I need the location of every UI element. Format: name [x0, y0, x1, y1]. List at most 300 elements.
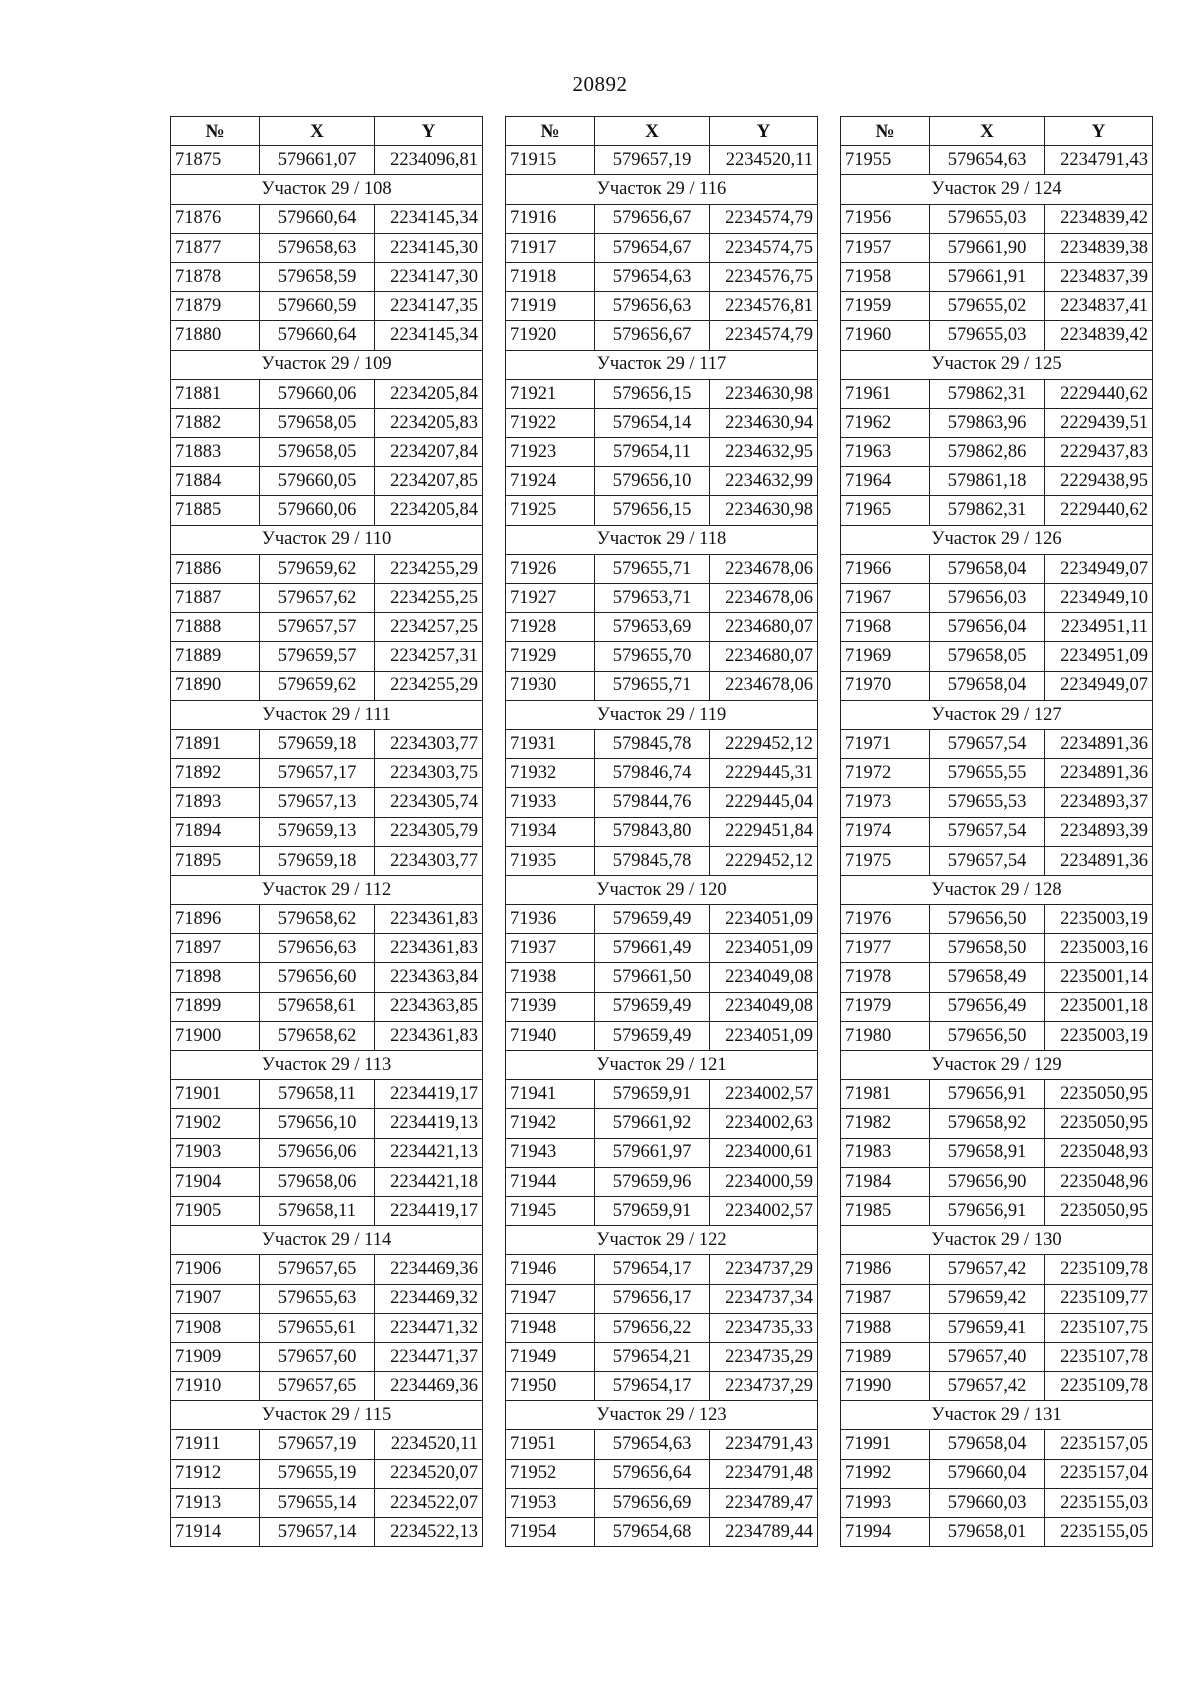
table-row — [171, 204, 483, 233]
table-row — [841, 1313, 1153, 1342]
y-coordinate: 2234951,11 — [1045, 613, 1153, 642]
x-coordinate: 579655,03 — [930, 204, 1045, 233]
point-number: 71919 — [506, 292, 595, 321]
table-row — [506, 905, 818, 934]
table-row — [841, 1138, 1153, 1167]
y-coordinate: 2234837,39 — [1045, 262, 1153, 291]
x-coordinate: 579862,31 — [930, 496, 1045, 525]
y-coordinate: 2234419,17 — [375, 1080, 483, 1109]
table-row — [841, 379, 1153, 408]
parcel-section-row — [506, 175, 818, 204]
x-coordinate: 579658,11 — [260, 1080, 375, 1109]
point-number: 71920 — [506, 321, 595, 350]
point-number: 71906 — [171, 1255, 260, 1284]
y-coordinate: 2234678,06 — [710, 671, 818, 700]
y-coordinate: 2234735,33 — [710, 1313, 818, 1342]
point-number: 71964 — [841, 467, 930, 496]
y-coordinate: 2234576,75 — [710, 262, 818, 291]
table-row — [506, 408, 818, 437]
y-coordinate: 2234257,25 — [375, 613, 483, 642]
y-coordinate: 2234469,36 — [375, 1255, 483, 1284]
x-coordinate: 579654,14 — [595, 408, 710, 437]
y-coordinate: 2234949,10 — [1045, 584, 1153, 613]
y-coordinate: 2234207,85 — [375, 467, 483, 496]
parcel-label: Участок 29 / 131 — [841, 1401, 1153, 1430]
x-coordinate: 579660,64 — [260, 204, 375, 233]
x-coordinate: 579659,18 — [260, 846, 375, 875]
table-row — [506, 554, 818, 583]
x-coordinate: 579659,91 — [595, 1196, 710, 1225]
x-coordinate: 579656,06 — [260, 1138, 375, 1167]
table-row — [506, 671, 818, 700]
table-row — [171, 934, 483, 963]
x-coordinate: 579657,19 — [595, 146, 710, 175]
table-row — [506, 262, 818, 291]
y-coordinate: 2234002,57 — [710, 1196, 818, 1225]
table-row — [506, 613, 818, 642]
table-row — [841, 788, 1153, 817]
y-coordinate: 2235001,18 — [1045, 992, 1153, 1021]
header-x: X — [595, 117, 710, 146]
point-number: 71979 — [841, 992, 930, 1021]
table-row — [171, 467, 483, 496]
table-row — [841, 146, 1153, 175]
y-coordinate: 2234520,11 — [375, 1430, 483, 1459]
table-row — [506, 1488, 818, 1517]
point-number: 71988 — [841, 1313, 930, 1342]
x-coordinate: 579655,55 — [930, 759, 1045, 788]
table-row — [506, 292, 818, 321]
y-coordinate: 2234145,34 — [375, 204, 483, 233]
table-row — [841, 613, 1153, 642]
parcel-section-row — [506, 875, 818, 904]
table-row — [506, 788, 818, 817]
x-coordinate: 579658,05 — [260, 408, 375, 437]
point-number: 71883 — [171, 438, 260, 467]
point-number: 71971 — [841, 729, 930, 758]
point-number: 71904 — [171, 1167, 260, 1196]
table-row — [171, 642, 483, 671]
point-number: 71962 — [841, 408, 930, 437]
x-coordinate: 579660,05 — [260, 467, 375, 496]
table-row — [171, 496, 483, 525]
y-coordinate: 2229440,62 — [1045, 496, 1153, 525]
x-coordinate: 579659,62 — [260, 671, 375, 700]
point-number: 71954 — [506, 1518, 595, 1547]
x-coordinate: 579657,65 — [260, 1372, 375, 1401]
point-number: 71913 — [171, 1488, 260, 1517]
point-number: 71950 — [506, 1372, 595, 1401]
point-number: 71993 — [841, 1488, 930, 1517]
point-number: 71879 — [171, 292, 260, 321]
table-row — [841, 292, 1153, 321]
point-number: 71912 — [171, 1459, 260, 1488]
table-row — [506, 846, 818, 875]
x-coordinate: 579863,96 — [930, 408, 1045, 437]
table-row — [506, 1459, 818, 1488]
x-coordinate: 579862,86 — [930, 438, 1045, 467]
y-coordinate: 2234891,36 — [1045, 759, 1153, 788]
point-number: 71948 — [506, 1313, 595, 1342]
header-y: Y — [375, 117, 483, 146]
x-coordinate: 579655,71 — [595, 554, 710, 583]
point-number: 71959 — [841, 292, 930, 321]
table-row — [506, 1109, 818, 1138]
point-number: 71877 — [171, 233, 260, 262]
x-coordinate: 579655,70 — [595, 642, 710, 671]
table-row — [506, 934, 818, 963]
y-coordinate: 2234361,83 — [375, 1021, 483, 1050]
table-row — [841, 992, 1153, 1021]
table-row — [171, 1021, 483, 1050]
parcel-label: Участок 29 / 108 — [171, 175, 483, 204]
point-number: 71897 — [171, 934, 260, 963]
x-coordinate: 579661,49 — [595, 934, 710, 963]
table-row — [841, 496, 1153, 525]
y-coordinate: 2234574,79 — [710, 321, 818, 350]
x-coordinate: 579660,06 — [260, 379, 375, 408]
table-row — [171, 1313, 483, 1342]
table-row — [171, 438, 483, 467]
point-number: 71921 — [506, 379, 595, 408]
y-coordinate: 2234574,79 — [710, 204, 818, 233]
y-coordinate: 2234949,07 — [1045, 554, 1153, 583]
table-row — [841, 1372, 1153, 1401]
table-row — [841, 1021, 1153, 1050]
table-row — [506, 1284, 818, 1313]
y-coordinate: 2234789,44 — [710, 1518, 818, 1547]
point-number: 71968 — [841, 613, 930, 642]
x-coordinate: 579844,76 — [595, 788, 710, 817]
table-row — [841, 1342, 1153, 1371]
x-coordinate: 579654,63 — [595, 1430, 710, 1459]
point-number: 71994 — [841, 1518, 930, 1547]
y-coordinate: 2234051,09 — [710, 1021, 818, 1050]
point-number: 71935 — [506, 846, 595, 875]
y-coordinate: 2235157,04 — [1045, 1459, 1153, 1488]
x-coordinate: 579656,63 — [260, 934, 375, 963]
parcel-label: Участок 29 / 117 — [506, 350, 818, 379]
x-coordinate: 579658,62 — [260, 905, 375, 934]
x-coordinate: 579656,10 — [260, 1109, 375, 1138]
point-number: 71975 — [841, 846, 930, 875]
x-coordinate: 579653,71 — [595, 584, 710, 613]
parcel-section-row — [171, 350, 483, 379]
x-coordinate: 579653,69 — [595, 613, 710, 642]
y-coordinate: 2234893,39 — [1045, 817, 1153, 846]
table-row — [841, 905, 1153, 934]
table-row — [506, 1080, 818, 1109]
table-row — [506, 467, 818, 496]
y-coordinate: 2234303,77 — [375, 729, 483, 758]
parcel-label: Участок 29 / 130 — [841, 1226, 1153, 1255]
x-coordinate: 579661,50 — [595, 963, 710, 992]
point-number: 71963 — [841, 438, 930, 467]
table-row — [841, 1167, 1153, 1196]
x-coordinate: 579657,60 — [260, 1342, 375, 1371]
x-coordinate: 579656,04 — [930, 613, 1045, 642]
table-row — [506, 729, 818, 758]
point-number: 71910 — [171, 1372, 260, 1401]
parcel-section-row — [506, 700, 818, 729]
point-number: 71927 — [506, 584, 595, 613]
x-coordinate: 579657,19 — [260, 1430, 375, 1459]
x-coordinate: 579657,54 — [930, 817, 1045, 846]
table-row — [506, 1372, 818, 1401]
parcel-label: Участок 29 / 121 — [506, 1051, 818, 1080]
point-number: 71938 — [506, 963, 595, 992]
table-row — [841, 1430, 1153, 1459]
parcel-label: Участок 29 / 124 — [841, 175, 1153, 204]
table-row — [171, 817, 483, 846]
x-coordinate: 579658,04 — [930, 671, 1045, 700]
table-row — [841, 846, 1153, 875]
y-coordinate: 2234363,84 — [375, 963, 483, 992]
point-number: 71902 — [171, 1109, 260, 1138]
x-coordinate: 579654,67 — [595, 233, 710, 262]
y-coordinate: 2229452,12 — [710, 729, 818, 758]
header-y: Y — [1045, 117, 1153, 146]
table-row — [171, 1372, 483, 1401]
table-row — [841, 204, 1153, 233]
table-row — [171, 146, 483, 175]
y-coordinate: 2229438,95 — [1045, 467, 1153, 496]
y-coordinate: 2234839,42 — [1045, 321, 1153, 350]
x-coordinate: 579658,62 — [260, 1021, 375, 1050]
x-coordinate: 579659,49 — [595, 905, 710, 934]
table-row — [841, 1255, 1153, 1284]
y-coordinate: 2234305,74 — [375, 788, 483, 817]
x-coordinate: 579658,05 — [930, 642, 1045, 671]
parcel-label: Участок 29 / 129 — [841, 1051, 1153, 1080]
table-row — [171, 1518, 483, 1547]
point-number: 71924 — [506, 467, 595, 496]
point-number: 71880 — [171, 321, 260, 350]
x-coordinate: 579656,17 — [595, 1284, 710, 1313]
x-coordinate: 579655,02 — [930, 292, 1045, 321]
point-number: 71889 — [171, 642, 260, 671]
point-number: 71884 — [171, 467, 260, 496]
x-coordinate: 579656,63 — [595, 292, 710, 321]
parcel-section-row — [841, 1226, 1153, 1255]
x-coordinate: 579655,19 — [260, 1459, 375, 1488]
y-coordinate: 2234791,43 — [1045, 146, 1153, 175]
x-coordinate: 579658,11 — [260, 1196, 375, 1225]
y-coordinate: 2234363,85 — [375, 992, 483, 1021]
table-row — [171, 788, 483, 817]
point-number: 71918 — [506, 262, 595, 291]
point-number: 71881 — [171, 379, 260, 408]
parcel-section-row — [506, 350, 818, 379]
x-coordinate: 579657,13 — [260, 788, 375, 817]
y-coordinate: 2234630,94 — [710, 408, 818, 437]
table-row — [506, 438, 818, 467]
parcel-label: Участок 29 / 113 — [171, 1051, 483, 1080]
table-row — [171, 292, 483, 321]
x-coordinate: 579654,63 — [930, 146, 1045, 175]
x-coordinate: 579659,41 — [930, 1313, 1045, 1342]
y-coordinate: 2234789,47 — [710, 1488, 818, 1517]
point-number: 71992 — [841, 1459, 930, 1488]
table-row — [171, 1488, 483, 1517]
point-number: 71900 — [171, 1021, 260, 1050]
y-coordinate: 2229445,04 — [710, 788, 818, 817]
table-row — [841, 408, 1153, 437]
table-row — [171, 262, 483, 291]
parcel-section-row — [841, 525, 1153, 554]
x-coordinate: 579654,17 — [595, 1372, 710, 1401]
point-number: 71934 — [506, 817, 595, 846]
point-number: 71875 — [171, 146, 260, 175]
x-coordinate: 579658,05 — [260, 438, 375, 467]
point-number: 71946 — [506, 1255, 595, 1284]
point-number: 71978 — [841, 963, 930, 992]
table-row — [841, 1459, 1153, 1488]
y-coordinate: 2234051,09 — [710, 934, 818, 963]
y-coordinate: 2234419,13 — [375, 1109, 483, 1138]
table-row — [841, 671, 1153, 700]
parcel-section-row — [506, 1401, 818, 1430]
x-coordinate: 579657,42 — [930, 1372, 1045, 1401]
table-row — [841, 1284, 1153, 1313]
x-coordinate: 579658,59 — [260, 262, 375, 291]
point-number: 71953 — [506, 1488, 595, 1517]
table-row — [506, 146, 818, 175]
x-coordinate: 579655,53 — [930, 788, 1045, 817]
table-row — [841, 1109, 1153, 1138]
y-coordinate: 2235050,95 — [1045, 1109, 1153, 1138]
parcel-section-row — [171, 1226, 483, 1255]
y-coordinate: 2234576,81 — [710, 292, 818, 321]
parcel-label: Участок 29 / 118 — [506, 525, 818, 554]
table-row — [506, 1313, 818, 1342]
parcel-label: Участок 29 / 125 — [841, 350, 1153, 379]
point-number: 71888 — [171, 613, 260, 642]
table-row — [171, 233, 483, 262]
point-number: 71970 — [841, 671, 930, 700]
table-row — [841, 233, 1153, 262]
point-number: 71976 — [841, 905, 930, 934]
table-row — [171, 905, 483, 934]
y-coordinate: 2234839,42 — [1045, 204, 1153, 233]
x-coordinate: 579658,01 — [930, 1518, 1045, 1547]
y-coordinate: 2234837,41 — [1045, 292, 1153, 321]
table-row — [841, 963, 1153, 992]
table-row — [171, 846, 483, 875]
y-coordinate: 2234893,37 — [1045, 788, 1153, 817]
point-number: 71939 — [506, 992, 595, 1021]
y-coordinate: 2234303,77 — [375, 846, 483, 875]
x-coordinate: 579660,04 — [930, 1459, 1045, 1488]
x-coordinate: 579655,63 — [260, 1284, 375, 1313]
y-coordinate: 2234522,07 — [375, 1488, 483, 1517]
y-coordinate: 2235155,05 — [1045, 1518, 1153, 1547]
y-coordinate: 2234147,35 — [375, 292, 483, 321]
y-coordinate: 2234891,36 — [1045, 846, 1153, 875]
x-coordinate: 579658,49 — [930, 963, 1045, 992]
table-row — [171, 379, 483, 408]
y-coordinate: 2234049,08 — [710, 992, 818, 1021]
y-coordinate: 2234303,75 — [375, 759, 483, 788]
table-row — [841, 1518, 1153, 1547]
y-coordinate: 2234361,83 — [375, 934, 483, 963]
y-coordinate: 2234471,32 — [375, 1313, 483, 1342]
point-number: 71985 — [841, 1196, 930, 1225]
point-number: 71987 — [841, 1284, 930, 1313]
point-number: 71882 — [171, 408, 260, 437]
point-number: 71943 — [506, 1138, 595, 1167]
table-row — [841, 262, 1153, 291]
parcel-label: Участок 29 / 123 — [506, 1401, 818, 1430]
header-num: № — [841, 117, 930, 146]
point-number: 71983 — [841, 1138, 930, 1167]
parcel-label: Участок 29 / 127 — [841, 700, 1153, 729]
y-coordinate: 2234002,57 — [710, 1080, 818, 1109]
parcel-section-row — [171, 700, 483, 729]
point-number: 71966 — [841, 554, 930, 583]
parcel-label: Участок 29 / 112 — [171, 875, 483, 904]
point-number: 71916 — [506, 204, 595, 233]
parcel-section-row — [506, 525, 818, 554]
parcel-label: Участок 29 / 116 — [506, 175, 818, 204]
x-coordinate: 579659,57 — [260, 642, 375, 671]
y-coordinate: 2235003,19 — [1045, 1021, 1153, 1050]
table-row — [171, 671, 483, 700]
y-coordinate: 2234205,84 — [375, 379, 483, 408]
x-coordinate: 579657,17 — [260, 759, 375, 788]
y-coordinate: 2229445,31 — [710, 759, 818, 788]
point-number: 71960 — [841, 321, 930, 350]
x-coordinate: 579658,06 — [260, 1167, 375, 1196]
y-coordinate: 2235157,05 — [1045, 1430, 1153, 1459]
x-coordinate: 579658,04 — [930, 1430, 1045, 1459]
x-coordinate: 579655,14 — [260, 1488, 375, 1517]
x-coordinate: 579656,22 — [595, 1313, 710, 1342]
y-coordinate: 2235048,93 — [1045, 1138, 1153, 1167]
x-coordinate: 579846,74 — [595, 759, 710, 788]
point-number: 71965 — [841, 496, 930, 525]
point-number: 71896 — [171, 905, 260, 934]
table-row — [506, 992, 818, 1021]
table-row — [841, 438, 1153, 467]
y-coordinate: 2234255,29 — [375, 671, 483, 700]
x-coordinate: 579656,49 — [930, 992, 1045, 1021]
y-coordinate: 2234630,98 — [710, 496, 818, 525]
page-number: 20892 — [572, 72, 628, 96]
table-row — [171, 1459, 483, 1488]
point-number: 71901 — [171, 1080, 260, 1109]
point-number: 71957 — [841, 233, 930, 262]
x-coordinate: 579658,50 — [930, 934, 1045, 963]
point-number: 71973 — [841, 788, 930, 817]
x-coordinate: 579845,78 — [595, 846, 710, 875]
table-row — [506, 496, 818, 525]
point-number: 71917 — [506, 233, 595, 262]
table-row — [506, 817, 818, 846]
table-row — [506, 379, 818, 408]
point-number: 71969 — [841, 642, 930, 671]
y-coordinate: 2234680,07 — [710, 613, 818, 642]
y-coordinate: 2234735,29 — [710, 1342, 818, 1371]
y-coordinate: 2234839,38 — [1045, 233, 1153, 262]
header-row — [171, 117, 483, 146]
x-coordinate: 579658,91 — [930, 1138, 1045, 1167]
x-coordinate: 579654,63 — [595, 262, 710, 291]
parcel-label: Участок 29 / 114 — [171, 1226, 483, 1255]
point-number: 71878 — [171, 262, 260, 291]
table-row — [841, 729, 1153, 758]
y-coordinate: 2234632,95 — [710, 438, 818, 467]
